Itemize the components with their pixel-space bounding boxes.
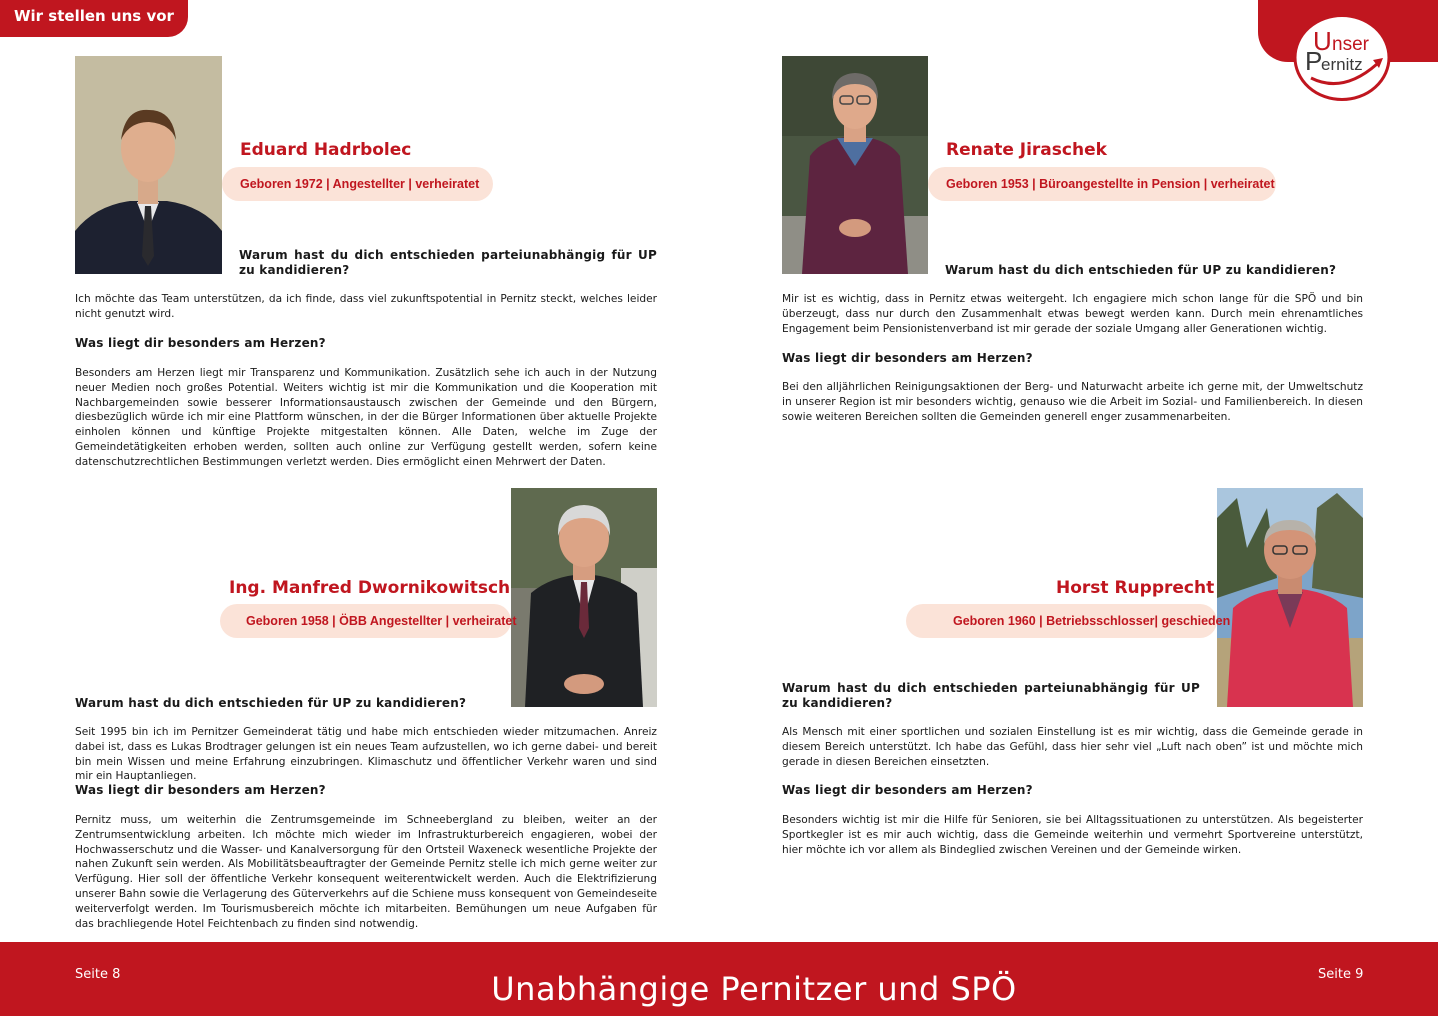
answer-paragraph: Besonders am Herzen liegt mir Transparenz und Kommunikation. Zusätzlich sehe ich auch in der Nutzung neuer Medien noch großes Potential. Weiters wichtig ist mir die Kommunikation und die Kooperation mit Nachbargemeinden sowie besserer Informationsaustausch zwischen der Gemeinde und den Bürgern, diesbezüglich würde ich mir eine Plattform wünschen, in der die Bürger Informationen über aktuelle Projekte einholen können und künftige Projekte mitgestalten können. Alle Daten, welche im Zuge der Gemeindetätigkeiten erhoben werden, sollten auch online zur Verfügung gestellt werden, sofern keine datenschutzrechtlichen Bestimmungen verletzt werden. Dies ermöglicht einen Mehrwert der Daten. [75,367,657,468]
portrait-eduard-hadrbolec [75,56,222,274]
answer-paragraph: Besonders wichtig ist mir die Hilfe für Senioren, sie bei Alltagssituationen zu unterstützen. Als begeisterter Sportkegler ist es mir auch wichtig, dass die Gemeinde weiterhin und vermehrt Sportvereine unterstützt, hier möchte ich vor allem als Bindeglied zwischen Vereinen und der Gemeinde wirken. [782,814,1363,856]
answer-paragraph: Pernitz muss, um weiterhin die Zentrumsgemeinde im Schneebergland zu bleiben, weiter an der Zentrumsentwicklung arbeiten. Ich möchte mich wieder im Infrastrukturbereich engagieren, wobei der Hochwasserschutz und die Wasser- und Kanalversorgung für den Ortsteil Waxeneck wesentliche Projekte der nahen Zukunft sein werden. Als Mobilitätsbeauftragter der Gemeinde Pernitz stelle ich mich gerne weiter zur Verfügung. Hier soll der öffentliche Verkehr konsequent weiterentwickelt werden. Auch die Elektrifizierung unserer Bahn sowie die Verlagerung des Güterverkehrs auf die Schiene muss konsequent von Gemeindeseite weiterverfolgt werden. Im Tourismusbereich möchte ich mitarbeiten. Bemühungen um neue Aufgaben für das brachliegende Hotel Feichtenbach zu finden sind notwendig. [75,814,657,930]
svg-text:nser: nser [1332,34,1369,55]
answer-paragraph: Bei den alljährlichen Reinigungsaktionen der Berg- und Naturwacht arbeite ich gerne mit, der Umweltschutz in unserer Region ist mir besonders wichtig, genauso wie die Arbeit im Sozial- und Familienbereich. In diesen sowie weiteren Bereichen sollten die Gemeinden generell enger zusammenarbeiten. [782,381,1363,423]
section-header-tab: Wir stellen uns vor [0,0,188,37]
question-heading: Warum hast du dich entschieden für UP zu kandidieren? [945,263,1337,277]
footer-title: Unabhängige Pernitzer und SPÖ [491,970,1017,1008]
svg-text:ernitz: ernitz [1321,55,1363,74]
logo [1293,14,1391,101]
portrait-manfred-dwornikowitsch [511,488,657,707]
question-heading: Was liegt dir besonders am Herzen? [75,336,326,350]
portrait-horst-rupprecht [1217,488,1363,707]
question-heading: Was liegt dir besonders am Herzen? [782,783,1033,797]
person-info-pill: Geboren 1960 | Betriebsschlosser| geschieden [906,604,1217,638]
question-heading: Warum hast du dich entschieden parteiunabhängig für UP zu kandidieren? [782,681,1200,710]
answer-paragraph: Seit 1995 bin ich im Pernitzer Gemeinderat tätig und habe mich entschieden wieder mitzumachen. Anreiz dabei ist, dass es Lukas Brodtrager gelungen ist ein neues Team aufzustellen, wo ich gerne dabei- und bereit bin mein Wissen und meine Erfahrung einzubringen. Klimaschutz und öffentlicher Verkehr waren und sind mir ein Hauptanliegen. [75,726,657,783]
svg-text:U: U [1313,26,1332,56]
answer-paragraph: Mir ist es wichtig, dass in Pernitz etwas weitergeht. Ich engagiere mich schon lange für die SPÖ und bin überzeugt, dass nur durch den Zusammenhalt etwas bewegt werden kann. Durch mein ehrenamtliches Engagement beim Pensionistenverband ist mir gerade der soziale Umgang aller Generationen wichtig. [782,293,1363,335]
svg-text:P: P [1305,46,1323,76]
portrait-renate-jiraschek [782,56,928,274]
person-info-pill: Geboren 1972 | Angestellter | verheiratet [222,167,493,201]
person-name: Eduard Hadrbolec [240,140,412,160]
question-heading: Warum hast du dich entschieden parteiunabhängig für UP zu kandidieren? [239,248,657,277]
answer-paragraph: Ich möchte das Team unterstützen, da ich finde, dass viel zukunftspotential in Pernitz steckt, welches leider nicht genutzt wird. [75,293,657,320]
answer-paragraph: Als Mensch mit einer sportlichen und sozialen Einstellung ist es mir wichtig, dass die Gemeinde gerade in diesem Bereich unterstützt. Ich habe das Gefühl, dass hier sehr viel „Luft nach oben” ist und möchte mich gerade in diesen Bereichen einsetzten. [782,726,1363,768]
page-number-right: Seite 9 [1318,967,1364,982]
question-heading: Warum hast du dich entschieden für UP zu kandidieren? [75,696,467,710]
person-info-pill: Geboren 1958 | ÖBB Angestellter | verheiratet [220,604,511,638]
page-number-left: Seite 8 [75,967,121,982]
person-info-pill: Geboren 1953 | Büroangestellte in Pension | verheiratet [928,167,1276,201]
person-name: Horst Rupprecht [1056,578,1215,598]
question-heading: Was liegt dir besonders am Herzen? [782,351,1033,365]
question-heading: Was liegt dir besonders am Herzen? [75,783,326,797]
person-name: Ing. Manfred Dwornikowitsch [229,578,511,598]
person-name: Renate Jiraschek [946,140,1107,160]
